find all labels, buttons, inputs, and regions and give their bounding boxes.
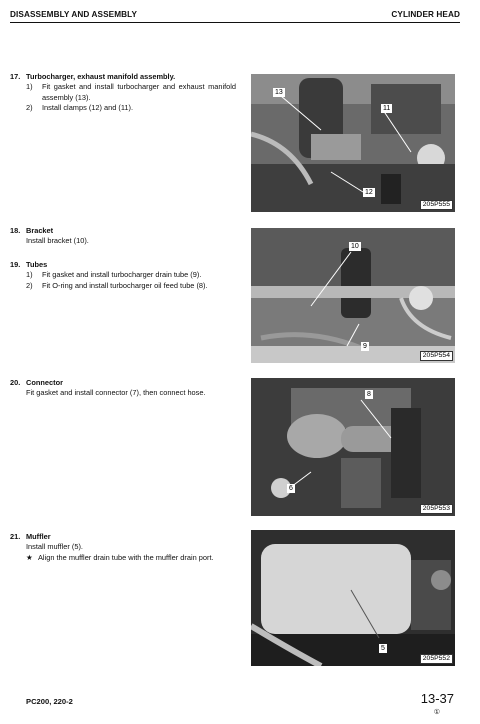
callout-label: 13 [275, 89, 283, 96]
callout-label: 9 [363, 343, 367, 350]
substep: 1) Fit gasket and install turbocharger and exhaust manifold assembly (13). [26, 82, 236, 102]
photo-connector [251, 378, 455, 516]
substep: 2) Fit O-ring and install turbocharger oil feed tube (8). [26, 280, 208, 290]
star-icon: ★ [26, 552, 33, 562]
step-18 [10, 226, 236, 247]
step-17 [10, 72, 236, 114]
photo-muffler [251, 530, 455, 666]
photo-code: 205P552 [420, 654, 453, 664]
step-text: Fit gasket and install connector (7), then connect hose. [26, 388, 206, 398]
revision-symbol: ① [433, 709, 440, 716]
header-chapter: CYLINDER HEAD [391, 10, 460, 19]
step-20 [10, 378, 236, 399]
callout-label: 5 [381, 645, 385, 652]
caution-note: ★ Align the muffler drain tube with the muffler drain port. [26, 552, 214, 562]
photo-bracket-tubes [251, 228, 455, 363]
photo-code: 205P554 [420, 351, 453, 361]
page-number: 13-37 [420, 691, 454, 706]
callout-label: 10 [351, 243, 359, 250]
step-title: 20. Connector [10, 378, 63, 387]
step-title: 17. Turbocharger, exhaust manifold assembly. [10, 72, 176, 81]
step-21 [10, 532, 236, 563]
step-text: Install bracket (10). [26, 236, 89, 246]
step-19 [10, 260, 236, 291]
photo-code: 205P553 [420, 504, 453, 514]
callout-label: 12 [365, 189, 373, 196]
callout-label: 11 [383, 105, 391, 112]
step-title: 21. Muffler [10, 532, 51, 541]
model-number: PC200, 220-2 [26, 697, 73, 706]
substep: 1) Fit gasket and install turbocharger drain tube (9). [26, 270, 202, 280]
substep: 2) Install clamps (12) and (11). [26, 103, 134, 113]
photo-turbocharger [251, 74, 455, 212]
step-title: 18. Bracket [10, 226, 54, 235]
photo-code: 205P555 [420, 200, 453, 210]
step-text: Install muffler (5). [26, 542, 83, 552]
step-title: 19. Tubes [10, 260, 48, 269]
callout-label: 8 [367, 391, 371, 398]
callout-label: 6 [289, 485, 293, 492]
header-section: DISASSEMBLY AND ASSEMBLY [10, 10, 138, 19]
page-header [10, 8, 460, 23]
